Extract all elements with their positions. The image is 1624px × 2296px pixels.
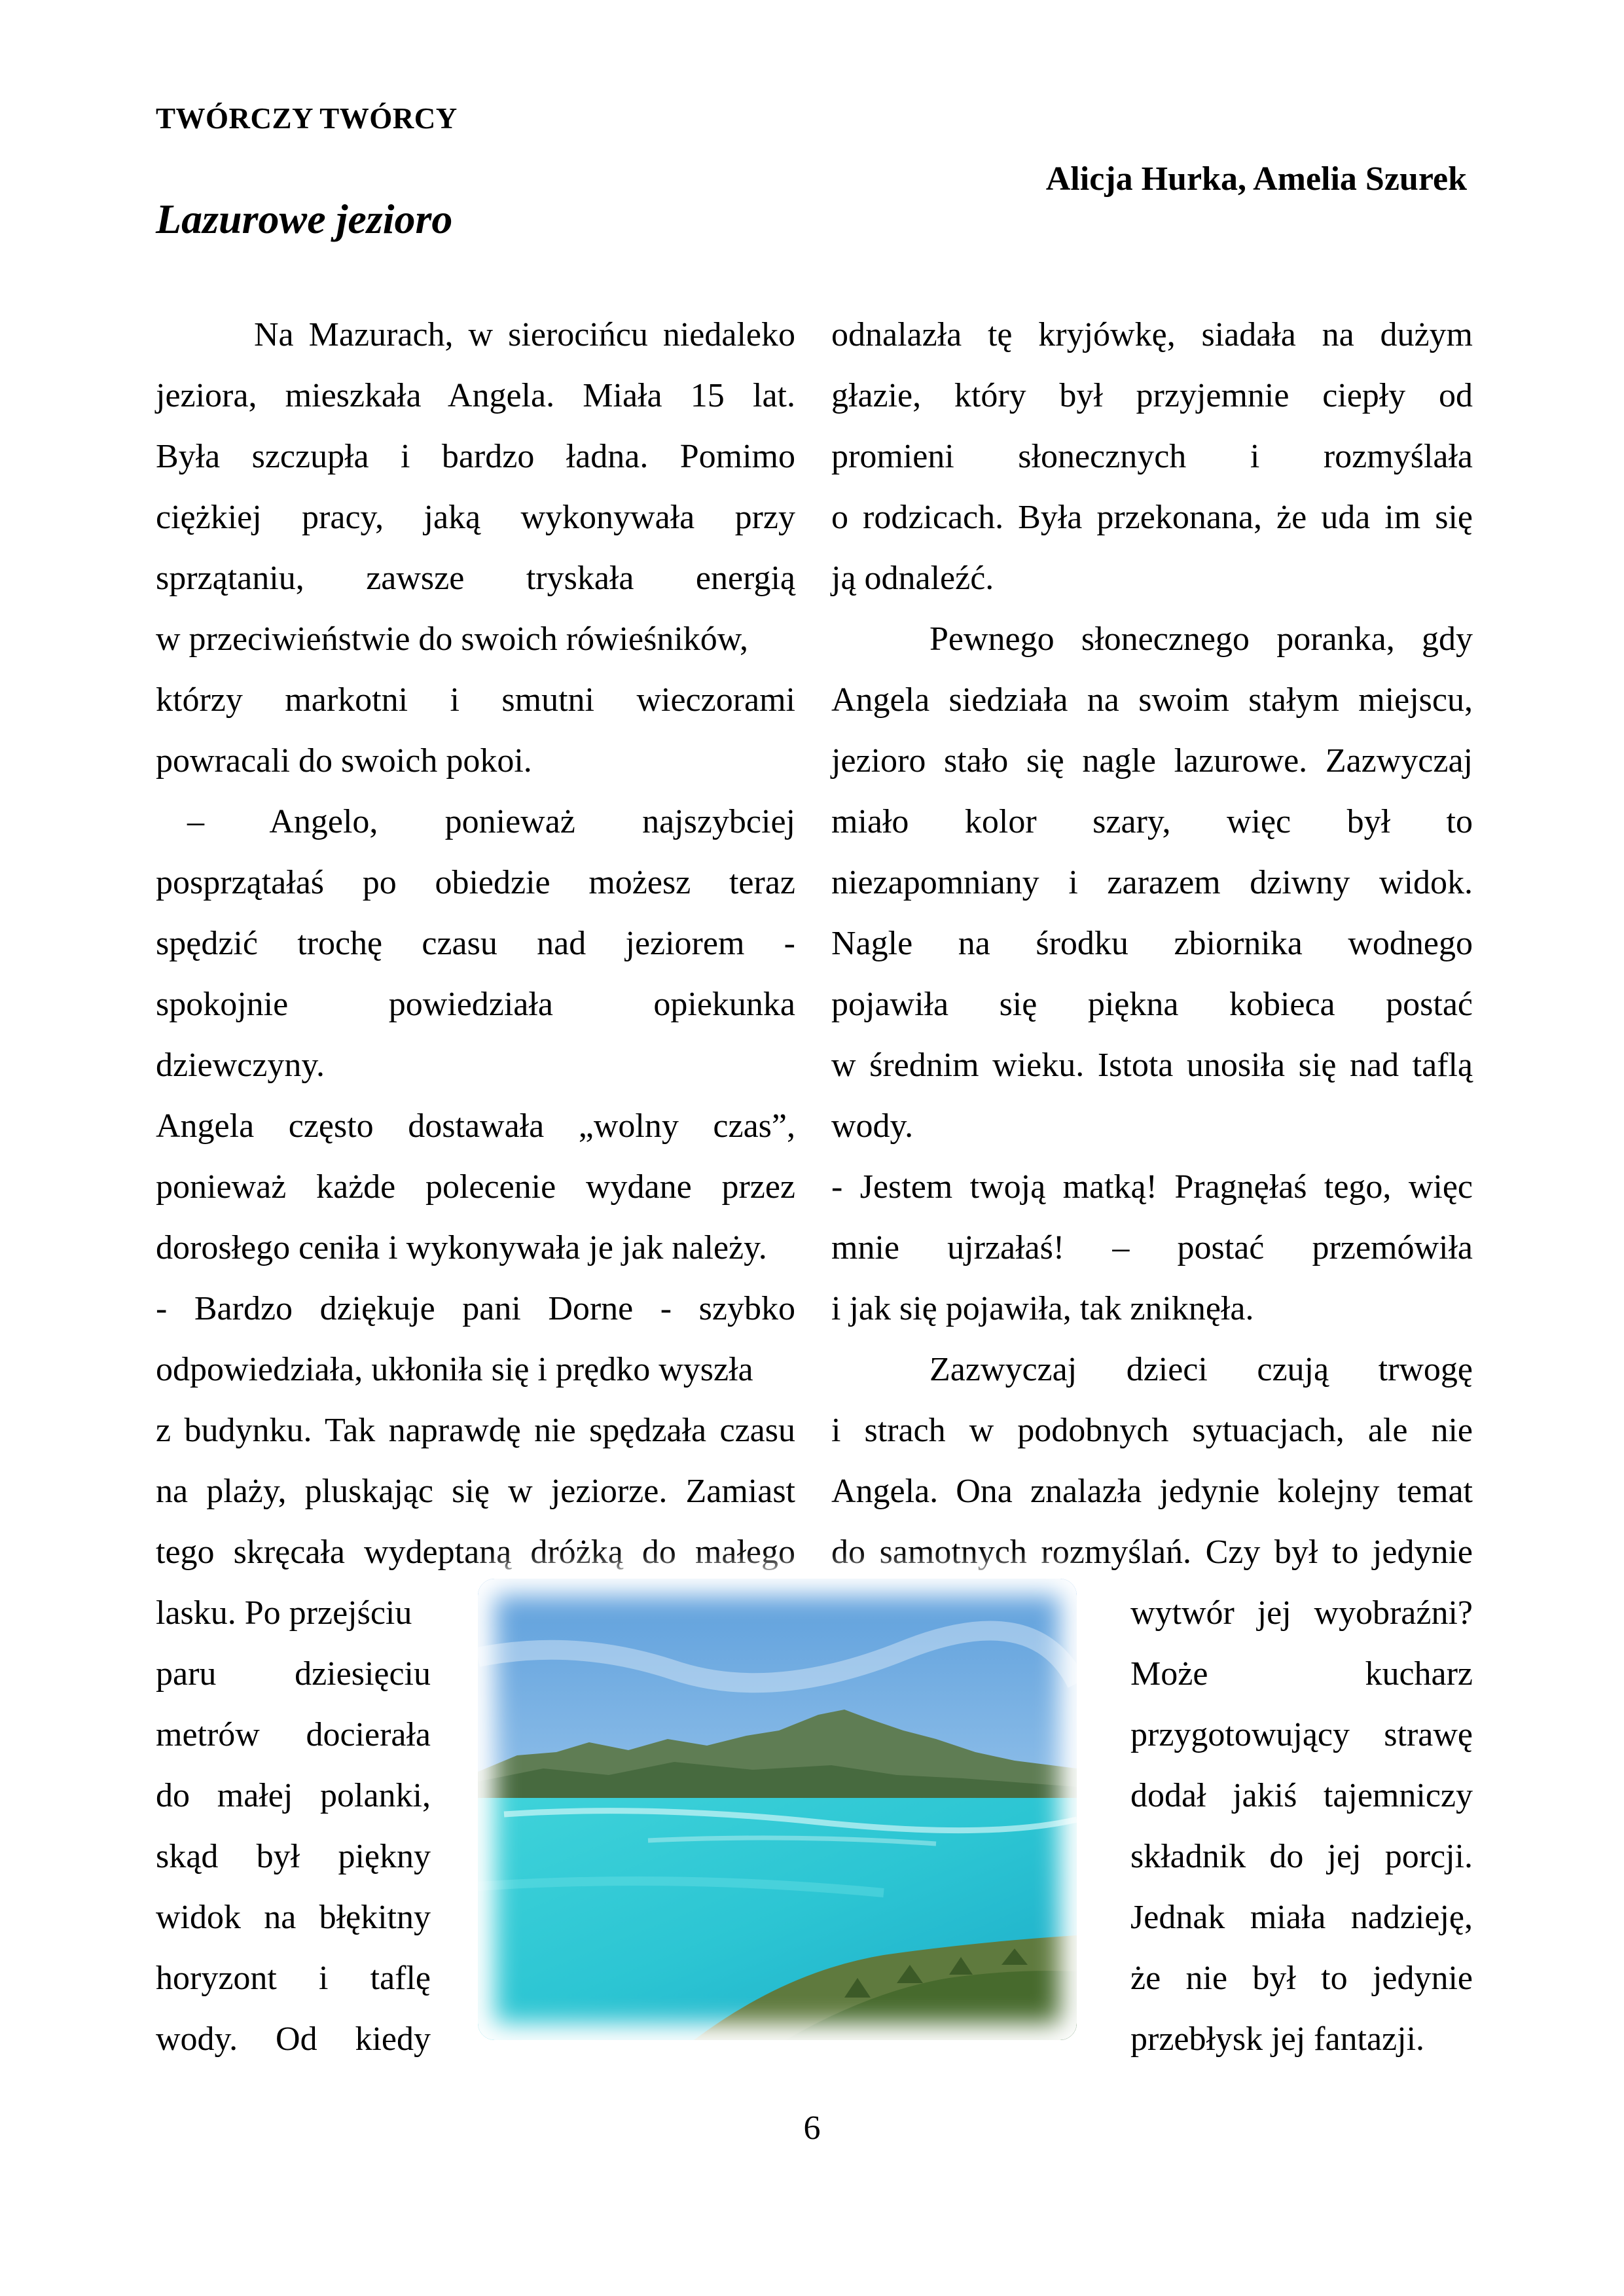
text-line: z budynku. Tak naprawdę nie spędzała czasu (156, 1412, 795, 1449)
text-line: skąd był piękny (156, 1838, 431, 1875)
text-line: odnalazła tę kryjówkę, siadała na dużym (831, 316, 1473, 353)
text-line: odpowiedziała, ukłoniła się i prędko wyszła (156, 1351, 753, 1388)
text-line: - Bardzo dziękuje pani Dorne - szybko (156, 1290, 795, 1327)
text-line: dodał jakiś tajemniczy (1130, 1777, 1473, 1814)
text-line: wody. (831, 1107, 914, 1145)
text-line: lasku. Po przejściu (156, 1594, 412, 1632)
text-line: promieni słonecznych i rozmyślała (831, 438, 1473, 475)
text-line: posprzątałaś po obiedzie możesz teraz (156, 864, 795, 901)
text-line: głazie, który był przyjemnie ciepły od (831, 377, 1473, 414)
page-number: 6 (803, 2109, 821, 2147)
text-line: jeziora, mieszkała Angela. Miała 15 lat. (156, 377, 795, 414)
text-line: o rodzicach. Była przekonana, że uda im się (831, 499, 1473, 536)
text-line: w średnim wieku. Istota unosiła się nad taflą (831, 1047, 1473, 1084)
text-line: że nie był to jedynie (1130, 1960, 1473, 1997)
text-line: tego skręcała wydeptaną dróżką do małego (156, 1534, 795, 1571)
text-line: Może kucharz (1130, 1655, 1473, 1693)
text-line: przygotowujący strawę (1130, 1716, 1473, 1753)
text-line: Nagle na środku zbiornika wodnego (831, 925, 1473, 962)
text-line: ją odnaleźć. (831, 560, 994, 597)
section-heading: TWÓRCZY TWÓRCY (156, 102, 458, 135)
text-line: Była szczupła i bardzo ładna. Pomimo (156, 438, 795, 475)
text-line: dorosłego ceniła i wykonywała je jak należy. (156, 1229, 767, 1266)
text-line: do małej polanki, (156, 1777, 431, 1814)
text-line: powracali do swoich pokoi. (156, 742, 532, 780)
text-line: Angela często dostawała „wolny czas”, (156, 1107, 795, 1145)
text-line: i jak się pojawiła, tak zniknęła. (831, 1290, 1254, 1327)
text-line: spędzić trochę czasu nad jeziorem - (156, 925, 795, 962)
text-line: niezapomniany i zarazem dziwny widok. (831, 864, 1473, 901)
text-line: Jednak miała nadzieję, (1130, 1899, 1473, 1936)
text-line: sprzątaniu, zawsze tryskała energią (156, 560, 795, 597)
text-line: - Jestem twoją matką! Pragnęłaś tego, więc (831, 1168, 1473, 1206)
text-line: wody. Od kiedy (156, 2020, 431, 2058)
text-line: którzy markotni i smutni wieczorami (156, 681, 795, 719)
text-line: Zazwyczaj dzieci czują trwogę (929, 1351, 1473, 1388)
article-authors: Alicja Hurka, Amelia Szurek (1045, 160, 1467, 198)
text-line: miało kolor szary, więc był to (831, 803, 1473, 840)
text-line: spokojnie powiedziała opiekunka (156, 986, 795, 1023)
text-line: metrów docierała (156, 1716, 431, 1753)
text-line: mnie ujrzałaś! – postać przemówiła (831, 1229, 1473, 1266)
text-line: Angela siedziała na swoim stałym miejscu, (831, 681, 1473, 719)
article-title: Lazurowe jezioro (156, 196, 453, 242)
text-line: przebłysk jej fantazji. (1130, 2020, 1425, 2058)
text-line: Pewnego słonecznego poranka, gdy (929, 620, 1473, 658)
text-line: horyzont i taflę (156, 1960, 431, 1997)
text-line: ciężkiej pracy, jaką wykonywała przy (156, 499, 795, 536)
text-line: jezioro stało się nagle lazurowe. Zazwyczaj (831, 742, 1473, 780)
text-line: do samotnych rozmyślań. Czy był to jedynie (831, 1534, 1473, 1571)
text-line: i strach w podobnych sytuacjach, ale nie (831, 1412, 1473, 1449)
text-line: dziewczyny. (156, 1047, 325, 1084)
text-line: ponieważ każde polecenie wydane przez (156, 1168, 795, 1206)
text-line: – Angelo, ponieważ najszybciej (187, 803, 795, 840)
text-line: Angela. Ona znalazła jedynie kolejny temat (831, 1473, 1473, 1510)
text-line: widok na błękitny (156, 1899, 431, 1936)
text-line: w przeciwieństwie do swoich rówieśników, (156, 620, 748, 658)
text-line: na plaży, pluskając się w jeziorze. Zamiast (156, 1473, 795, 1510)
text-line: Na Mazurach, w sierocińcu niedaleko (254, 316, 795, 353)
text-line: pojawiła się piękna kobieca postać (831, 986, 1473, 1023)
text-line: składnik do jej porcji. (1130, 1838, 1473, 1875)
lake-photo (478, 1579, 1077, 2040)
text-line: paru dziesięciu (156, 1655, 431, 1693)
text-line: wytwór jej wyobraźni? (1130, 1594, 1473, 1632)
